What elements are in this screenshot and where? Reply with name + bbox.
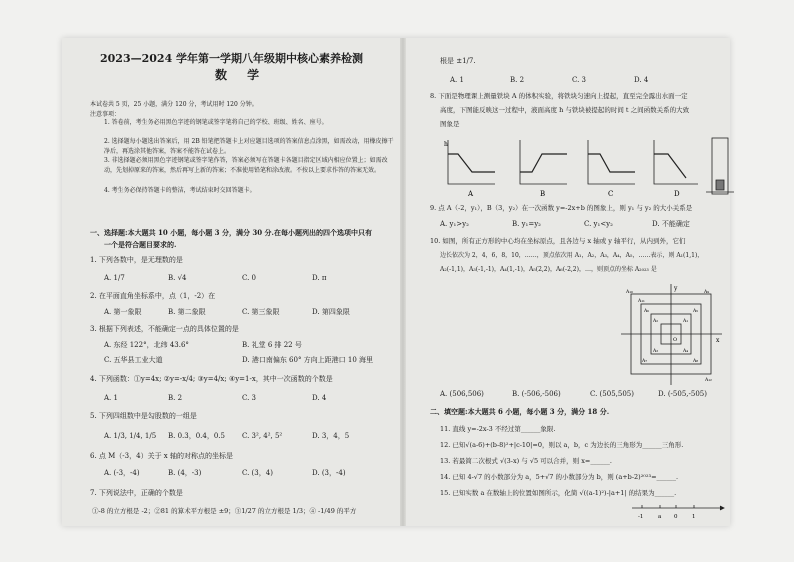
q1-option-c: C. 0 — [242, 274, 257, 282]
q5-option-a: A. 1/3, 1/4, 1/5 — [104, 432, 157, 440]
q6-stem: 6. 点 M（-3，4）关于 x 轴的对称点的坐标是 — [90, 452, 233, 460]
q13: 13. 若最简二次根式 √(3-x) 与 √5 可以合并，则 x=______. — [440, 457, 612, 465]
q4-option-a: A. 1 — [104, 394, 118, 402]
q10-line1: 10. 如图，所有正方形的中心均在坐标原点，且各边与 x 轴或 y 轴平行，从内到外，它们 — [430, 237, 686, 245]
q8-label-c: C — [608, 190, 614, 198]
q4-option-c: C. 3 — [242, 394, 257, 402]
q9-option-b: B. y₁=y₂ — [512, 220, 541, 228]
nl-a: a — [658, 514, 662, 520]
vertex-a9: A₉ — [704, 290, 710, 295]
vertex-a11: A₁₁ — [638, 299, 645, 304]
q6-option-a: A. (-3，-4) — [104, 469, 140, 477]
vertex-a1: A₁ — [683, 319, 689, 324]
q3-option-d: D. 港口南偏东 60° 方向上距港口 10 海里 — [242, 356, 374, 364]
section1-title-cont: 一个是符合题目要求的. — [104, 240, 177, 249]
q2-option-a: A. 第一象限 — [104, 308, 142, 316]
q8-label-b: B — [540, 190, 546, 198]
q7-continued: 根是 ±1/7. — [440, 57, 476, 65]
q8-line3: 图象是 — [440, 120, 460, 128]
q7-statements: ①-8 的立方根是 -2；②81 的算术平方根是 ±9；③1/27 的立方根是 1/3；④ -1/49 的平方 — [92, 507, 357, 515]
q15: 15. 已知实数 a 在数轴上的位置如图所示，化简 √((a-1)²)-|a+1| 的结果为______. — [440, 489, 677, 497]
q7-option-a: A. 1 — [450, 76, 464, 84]
q2-option-c: C. 第三象限 — [242, 308, 280, 316]
q10-square-figure — [616, 282, 726, 387]
q12: 12. 已知√(a-6)+(b-8)²+|c-10|=0，则以 a，b，c 为边长的三角形为______三角形. — [440, 441, 684, 449]
q6-option-c: C. (3，4) — [242, 469, 273, 477]
nl-minus-one: -1 — [638, 514, 644, 520]
q10-option-a: A. (506,506) — [440, 390, 484, 398]
vertex-a12: A₁₂ — [705, 378, 712, 383]
section1-title: 一、选择题:本大题共 10 小题，每小题 3 分，满分 30 分.在每小题列出的四个选项中只有 — [90, 228, 372, 237]
q4-option-d: D. 4 — [312, 394, 327, 402]
note-2: 2. 选择题每小题选出答案后，用 2B 铅笔把答题卡上对应题目选项的答案信息点涂黑，如需改动，用橡皮擦干净后，再选涂其他答案，答案不能答在试卷上。 — [104, 138, 394, 155]
q2-option-b: B. 第二象限 — [168, 308, 206, 316]
q1-option-d: D. π — [312, 274, 327, 282]
q8-graphs — [440, 132, 740, 202]
q7-stem: 7. 下列说法中，正确的个数是 — [90, 489, 183, 497]
q9-option-a: A. y₁>y₂ — [440, 220, 469, 228]
subject-title: 数 学 — [215, 68, 268, 82]
q8-label-a: A — [468, 190, 474, 198]
q10-option-d: D. (-505,-505) — [658, 390, 707, 398]
q4-stem: 4. 下列函数：①y=4x; ②y=-x/4; ③y=4/x; ④y=1-x，其中一次函数的个数是 — [90, 375, 333, 383]
exam-intro: 本试卷共 5 页，25 小题，满分 120 分，考试用时 120 分钟。 — [90, 101, 258, 108]
q1-option-a: A. 1/7 — [104, 274, 125, 282]
vertex-a6: A₆ — [644, 309, 650, 314]
q3-option-b: B. 礼堂 6 排 22 号 — [242, 341, 302, 349]
q5-stem: 5. 下列四组数中是勾股数的一组是 — [90, 412, 197, 420]
q1-option-b: B. √4 — [168, 274, 187, 282]
vertex-a8: A₈ — [693, 359, 699, 364]
q10-line3: A₂(-1,1)，A₃(-1,-1)，A₄(1,-1)，A₅(2,2)，A₆(-2,2)，…，则顶点的坐标 A₂₀₂₃ 是 — [440, 266, 657, 273]
q7-option-b: B. 2 — [510, 76, 525, 84]
q6-option-d: D. (3，-4) — [312, 469, 346, 477]
q10-line2: 边长依次为 2，4，6，8，10，……，顶点依次用 A₁，A₂，A₃，A₄，A₅，……表示，则 A₁(1,1)， — [440, 252, 704, 259]
vertex-a4: A₄ — [683, 349, 689, 354]
q7-option-c: C. 3 — [572, 76, 587, 84]
note-1: 1. 答卷前，考生务必用黑色字迹的钢笔或签字笔将自己的学校、班级、姓名、座号。 — [104, 119, 328, 126]
q7-option-d: D. 4 — [634, 76, 649, 84]
q8-line1: 8. 下面是物理课上测量铁块 A 的体积实验，将铁块匀速向上提起，直至完全露出水面一定 — [430, 92, 688, 100]
q5-option-b: B. 0.3，0.4，0.5 — [168, 432, 225, 440]
q2-option-d: D. 第四象限 — [312, 308, 350, 316]
vertex-a2: A₂ — [653, 319, 659, 324]
exam-title: 2023—2024 学年第一学期八年级期中核心素养检测 — [100, 52, 364, 65]
vertex-a10: A₁₀ — [626, 290, 633, 295]
q10-axis-y: y — [674, 285, 678, 292]
q5-option-d: D. 3，4，5 — [312, 432, 350, 440]
q10-option-b: B. (-506,-506) — [512, 390, 561, 398]
q4-option-b: B. 2 — [168, 394, 183, 402]
q3-stem: 3. 根据下列表述，不能确定一点的具体位置的是 — [90, 325, 239, 333]
q10-axis-x: x — [716, 337, 720, 344]
nl-one: 1 — [692, 514, 696, 520]
q10-origin: O — [673, 337, 678, 343]
q9-option-c: C. y₁<y₂ — [584, 220, 613, 228]
q9-stem: 9. 点 A（-2，y₁），B（3，y₂）在一次函数 y=-2x+b 的图象上，则 y₁ 与 y₂ 的大小关系是 — [430, 204, 693, 212]
q8-label-d: D — [674, 190, 680, 198]
vertex-a7: A₇ — [642, 359, 648, 364]
q8-axis-h-a: h — [444, 141, 448, 148]
vertex-a3: A₃ — [653, 349, 659, 354]
note-3: 3. 非选择题必须用黑色字迹钢笔或签字笔作答，答案必须写在答题卡各题目指定区域内相应位置上；如需改动，先划掉原来的答案，然后再写上新的答案；不准使用铅笔和涂改液。不按以上要求作答的答案无效。 — [104, 157, 388, 174]
q1-stem: 1. 下列各数中，是无理数的是 — [90, 256, 183, 264]
q10-option-c: C. (505,505) — [590, 390, 634, 398]
q14: 14. 已知 4-√7 的小数部分为 a，5+√7 的小数部分为 b，则 (a+b-2)²⁰²³=______. — [440, 473, 679, 481]
vertex-a5: A₅ — [693, 309, 699, 314]
notes-label: 注意事项： — [90, 111, 121, 118]
q15-number-line — [628, 500, 728, 522]
note-4: 4. 考生务必保持答题卡的整洁，考试结束时交回答题卡。 — [104, 187, 256, 194]
q11: 11. 直线 y=-2x-3 不经过第______象限. — [440, 425, 556, 433]
q5-option-c: C. 3², 4², 5² — [242, 432, 283, 440]
q2-stem: 2. 在平面直角坐标系中，点（1，-2）在 — [90, 292, 216, 300]
q3-option-a: A. 东经 122°，北纬 43.6° — [104, 341, 189, 349]
section2-title: 二、填空题:本大题共 6 小题，每小题 3 分，满分 18 分. — [430, 407, 610, 416]
q8-line2: 高度，下图能反映这一过程中，液面高度 h 与铁块被提起的时间 t 之间函数关系的大致 — [440, 106, 690, 114]
q3-option-c: C. 五华县工业大道 — [104, 356, 163, 364]
q9-option-d: D. 不能确定 — [652, 220, 690, 228]
nl-zero: 0 — [674, 514, 678, 520]
q6-option-b: B. (4，-3) — [168, 469, 202, 477]
page-fold — [400, 38, 406, 526]
